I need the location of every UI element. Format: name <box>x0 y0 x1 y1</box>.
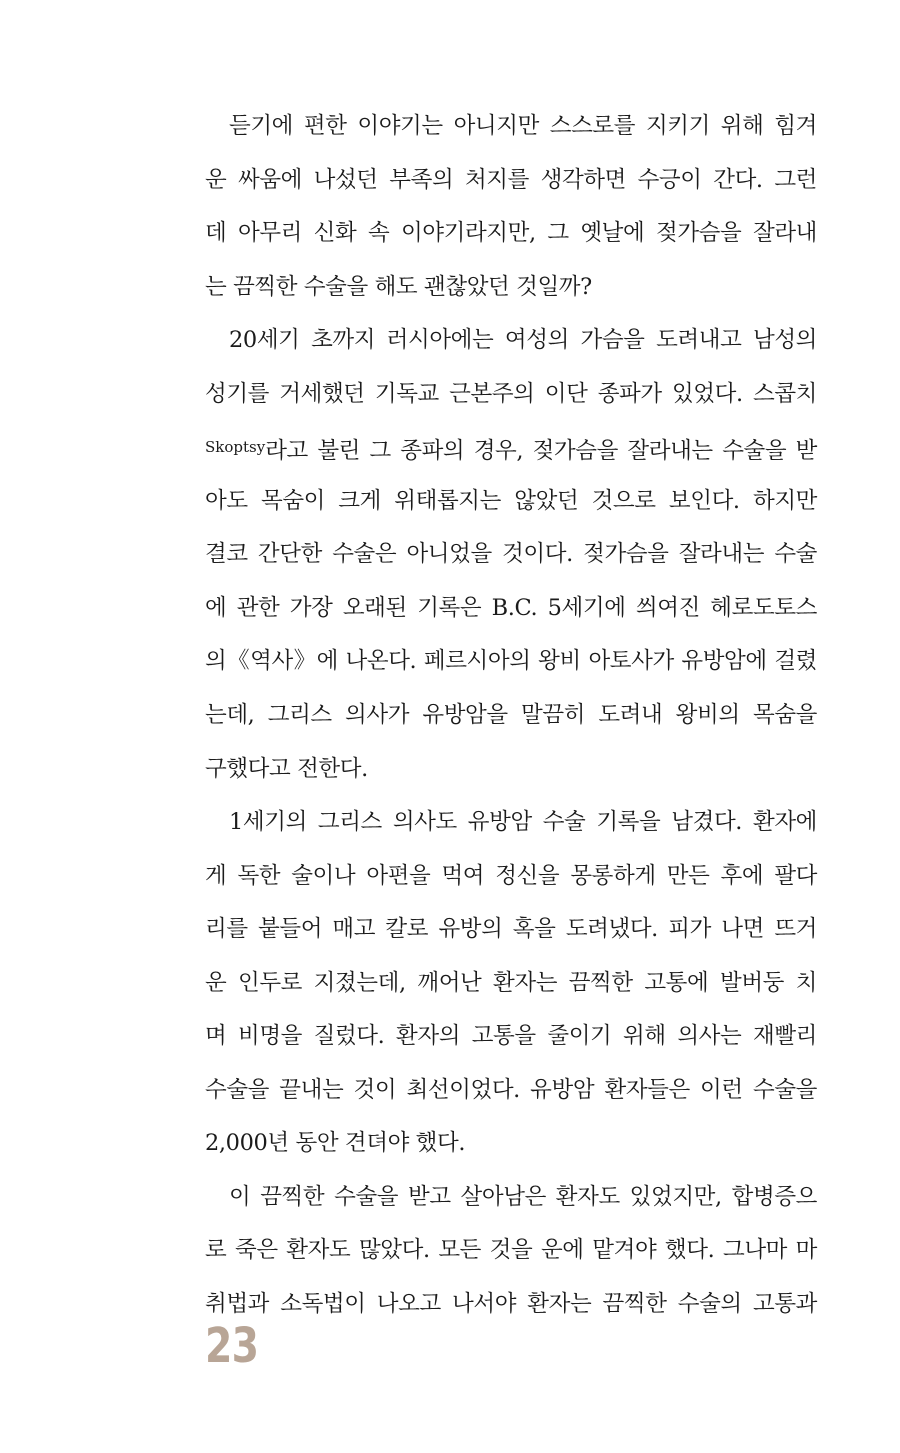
foreign-term: Skoptsy <box>205 438 266 457</box>
text-line: 수술을 끝내는 것이 최선이었다. 유방암 환자들은 이런 수술을 <box>205 1076 817 1103</box>
text-line: 결코 간단한 수술은 아니었을 것이다. 젖가슴을 잘라내는 수술 <box>205 541 817 568</box>
text-line: 1세기의 그리스 의사도 유방암 수술 기록을 남겼다. 환자에 <box>229 809 817 836</box>
text-line: 2,000년 동안 견뎌야 했다. <box>205 1130 466 1157</box>
text-line: 로 죽은 환자도 많았다. 모든 것을 운에 맡겨야 했다. 그나마 마 <box>205 1237 817 1264</box>
text-line: 아도 목숨이 크게 위태롭지는 않았던 것으로 보인다. 하지만 <box>205 487 817 514</box>
text-line: 성기를 거세했던 기독교 근본주의 이단 종파가 있었다. 스콥치 <box>205 380 817 407</box>
text-line-rest: 라고 불린 그 종파의 경우, 젖가슴을 잘라내는 수술을 받 <box>265 438 817 465</box>
text-line: 리를 붙들어 매고 칼로 유방의 혹을 도려냈다. 피가 나면 뜨거 <box>205 916 817 943</box>
text-line: 에 관한 가장 오래된 기록은 B.C. 5세기에 씌여진 헤로도토스 <box>205 594 817 621</box>
page-number: 23 <box>205 1318 259 1374</box>
text-line: 데 아무리 신화 속 이야기라지만, 그 옛날에 젖가슴을 잘라내 <box>205 220 817 247</box>
text-line: 이 끔찍한 수술을 받고 살아남은 환자도 있었지만, 합병증으 <box>229 1183 817 1210</box>
body-text <box>205 100 817 1332</box>
text-line <box>205 421 817 475</box>
text-line: 취법과 소독법이 나오고 나서야 환자는 끔찍한 수술의 고통과 <box>205 1291 818 1318</box>
text-line: 는 끔찍한 수술을 해도 괜찮았던 것일까? <box>205 273 592 300</box>
text-line: 운 인두로 지졌는데, 깨어난 환자는 끔찍한 고통에 발버둥 치 <box>205 969 817 996</box>
text-line: 는데, 그리스 의사가 유방암을 말끔히 도려내 왕비의 목숨을 <box>205 702 817 729</box>
text-line: 며 비명을 질렀다. 환자의 고통을 줄이기 위해 의사는 재빨리 <box>205 1023 817 1050</box>
text-line: 듣기에 편한 이야기는 아니지만 스스로를 지키기 위해 힘겨 <box>229 113 817 139</box>
text-line: 운 싸움에 나섰던 부족의 처지를 생각하면 수긍이 간다. 그런 <box>205 166 817 193</box>
text-line: 의《역사》에 나온다. 페르시아의 왕비 아토사가 유방암에 걸렸 <box>205 648 817 675</box>
text-line: 게 독한 술이나 아편을 먹여 정신을 몽롱하게 만든 후에 팔다 <box>205 862 817 889</box>
text-line: 구했다고 전한다. <box>205 755 368 782</box>
text-line: 20세기 초까지 러시아에는 여성의 가슴을 도려내고 남성의 <box>229 327 817 354</box>
